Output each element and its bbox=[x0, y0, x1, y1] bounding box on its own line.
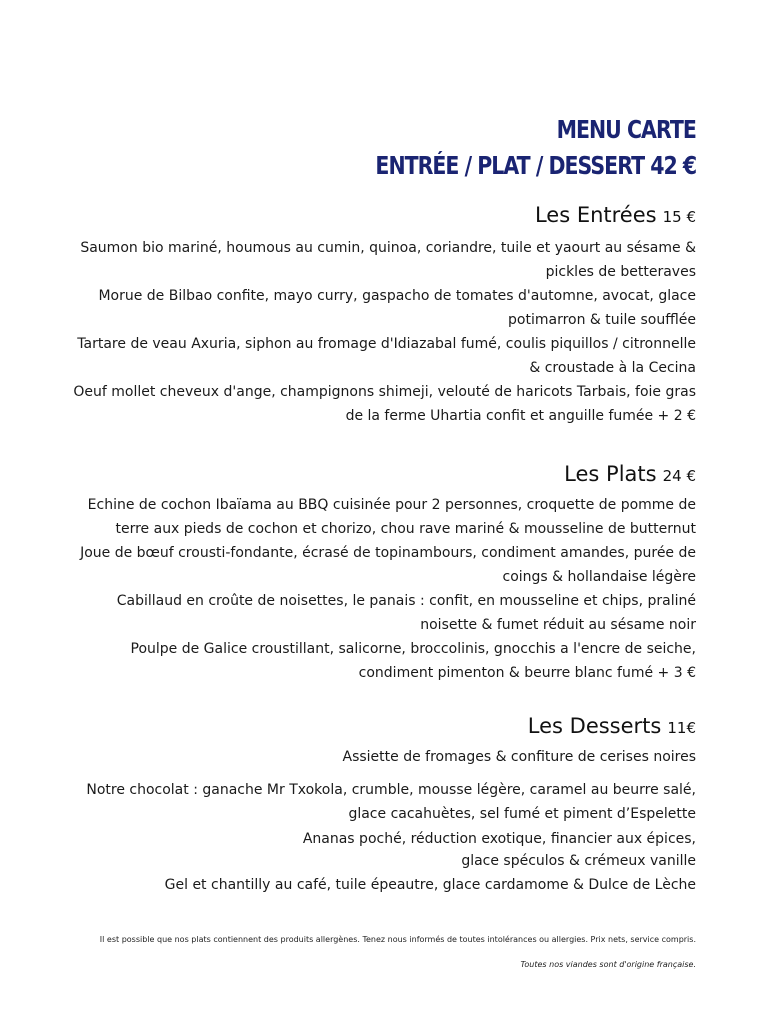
menu-item-line: potimarron & tuile soufflée bbox=[508, 312, 696, 328]
menu-item-line: Cabillaud en croûte de noisettes, le panais : confit, en mousseline et chips, praliné bbox=[116, 593, 696, 609]
menu-item-line: Oeuf mollet cheveux d'ange, champignons shimeji, velouté de haricots Tarbais, foie gras bbox=[73, 384, 696, 400]
menu-item-line: Echine de cochon Ibaïama au BBQ cuisinée pour 2 personnes, croquette de pomme de bbox=[87, 497, 696, 513]
menu-item-line: Notre chocolat : ganache Mr Txokola, crumble, mousse légère, caramel au beurre salé, bbox=[86, 782, 696, 798]
menu-item-line: Poulpe de Galice croustillant, salicorne, broccolinis, gnocchis a l'encre de seiche, bbox=[130, 641, 696, 657]
menu-item bbox=[60, 332, 696, 380]
menu-item bbox=[60, 778, 696, 826]
menu-item-line: Tartare de veau Axuria, siphon au fromage d'Idiazabal fumé, coulis piquillos / citronnelle bbox=[77, 336, 696, 352]
menu-item-line: de la ferme Uhartia confit et anguille fumée + 2 € bbox=[345, 408, 696, 424]
menu-item-line: & croustade à la Cecina bbox=[529, 360, 696, 376]
section-price: 24 € bbox=[662, 467, 696, 485]
origin-notice: Toutes nos viandes sont d'origine française. bbox=[520, 960, 696, 969]
section-name: Les Entrées bbox=[534, 203, 657, 227]
menu-item-line: pickles de betteraves bbox=[545, 264, 696, 280]
section-heading-desserts bbox=[528, 714, 696, 738]
section-heading-entrees bbox=[535, 203, 696, 227]
menu-item bbox=[60, 541, 696, 589]
menu-item-line: glace spéculos & crémeux vanille bbox=[461, 853, 696, 869]
section-price: 11€ bbox=[667, 719, 696, 737]
menu-item-line: coings & hollandaise légère bbox=[502, 569, 696, 585]
menu-item bbox=[60, 828, 696, 872]
menu-item-line: Saumon bio mariné, houmous au cumin, quinoa, coriandre, tuile et yaourt au sésame & bbox=[80, 240, 696, 256]
section-name: Les Plats bbox=[564, 462, 657, 486]
menu-item bbox=[60, 589, 696, 637]
menu-item-line: Joue de bœuf crousti-fondante, écrasé de topinambours, condiment amandes, purée de bbox=[80, 545, 696, 561]
menu-item bbox=[60, 380, 696, 428]
section-heading-plats bbox=[564, 462, 696, 486]
menu-item-line: Ananas poché, réduction exotique, financier aux épices, bbox=[302, 831, 696, 847]
menu-item bbox=[60, 284, 696, 332]
menu-title: MENU CARTE bbox=[556, 115, 696, 144]
menu-item bbox=[60, 873, 696, 897]
menu-item-line: condiment pimenton & beurre blanc fumé + 3 € bbox=[358, 665, 696, 681]
menu-subtitle: ENTRÉE / PLAT / DESSERT 42 € bbox=[375, 151, 696, 180]
menu-item-line: Assiette de fromages & confiture de cerises noires bbox=[342, 749, 696, 765]
section-name: Les Desserts bbox=[527, 714, 662, 738]
allergen-notice: Il est possible que nos plats contiennent des produits allergènes. Tenez nous informés de toutes intolérances ou allergies. Prix nets, service compris. bbox=[99, 935, 696, 944]
menu-item-line: noisette & fumet réduit au sésame noir bbox=[420, 617, 696, 633]
menu-item bbox=[60, 493, 696, 541]
menu-item-line: Gel et chantilly au café, tuile épeautre, glace cardamome & Dulce de Lèche bbox=[164, 877, 696, 893]
menu-item bbox=[60, 637, 696, 685]
menu-item bbox=[60, 236, 696, 284]
menu-item-line: glace cacahuètes, sel fumé et piment d’Espelette bbox=[348, 806, 696, 822]
menu-item-line: terre aux pieds de cochon et chorizo, chou rave mariné & mousseline de butternut bbox=[115, 521, 696, 537]
menu-item-line: Morue de Bilbao confite, mayo curry, gaspacho de tomates d'automne, avocat, glace bbox=[98, 288, 696, 304]
menu-item bbox=[60, 745, 696, 769]
section-price: 15 € bbox=[662, 208, 696, 226]
